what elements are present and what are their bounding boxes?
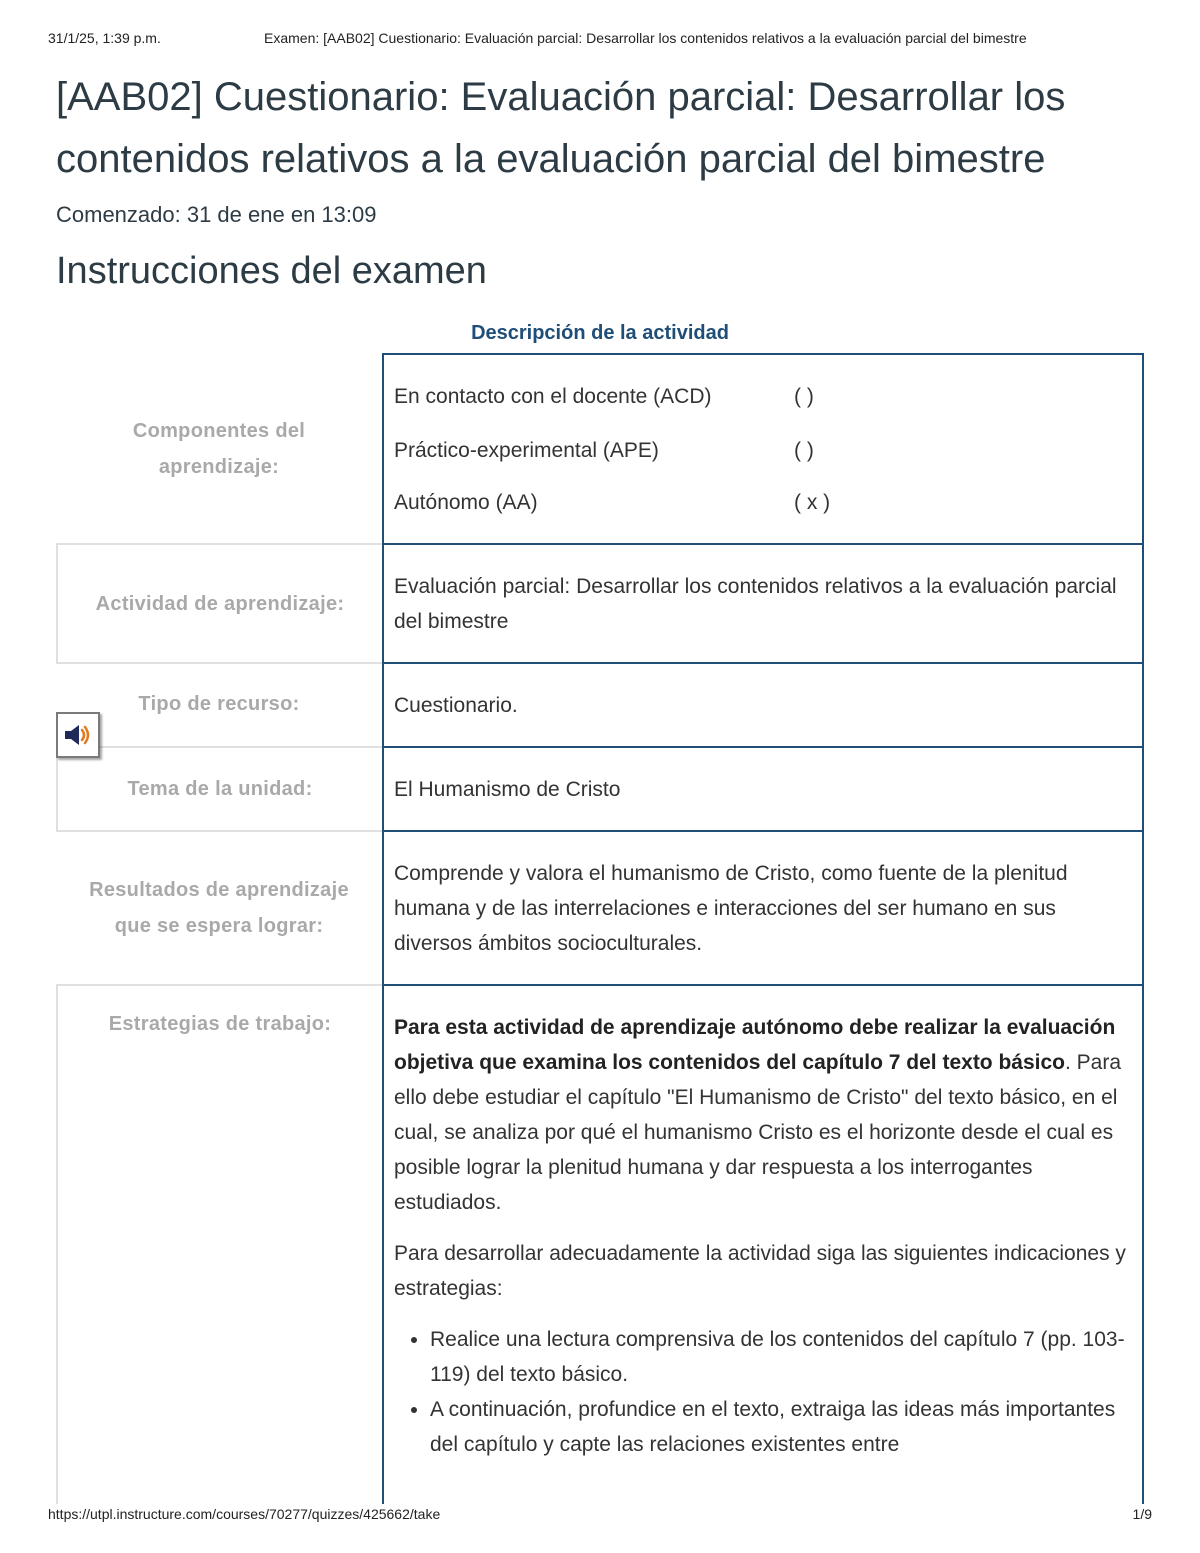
results-value (382, 830, 1144, 986)
component-ape-mark: ( ) (794, 439, 814, 462)
quiz-title-line1: [AAB02] Cuestionario: Evaluación parcial: Desarrollar los (56, 75, 1066, 119)
component-aa: Autónomo (AA) (394, 491, 538, 514)
component-acd: En contacto con el docente (ACD) (394, 385, 712, 408)
results-label (56, 830, 382, 986)
components-label-line2: aprendizaje: (158, 456, 280, 478)
audio-button[interactable] (56, 712, 100, 758)
strategies-paragraph-2: Para desarrollar adecuadamente la actividad siga las siguientes indicaciones y estrategias: (394, 1242, 1126, 1300)
results-label-line2: que se espera lograr: (114, 915, 324, 937)
components-label-line1: Componentes del (132, 420, 306, 442)
results-label-line1: Resultados de aprendizaje (89, 879, 349, 901)
activity-label: Actividad de aprendizaje: (56, 543, 382, 664)
row-activity (56, 543, 1144, 664)
quiz-title-line2: contenidos relativos a la evaluación parcial del bimestre (56, 137, 1046, 181)
results-value-text: Comprende y valora el humanismo de Cristo, como fuente de la plenitud humana y de las interrelaciones e interacciones del ser humano en sus diversos ámbitos socioculturales. (394, 861, 1068, 955)
strategies-value (382, 984, 1144, 1504)
print-url: https://utpl.instructure.com/courses/70277/quizzes/425662/take (48, 1506, 441, 1522)
description-heading: Descripción de la actividad (471, 322, 729, 344)
strategies-paragraph-1-rest: . Para ello debe estudiar el capítulo "El Humanismo de Cristo" del texto básico, en el cual, se analiza por qué el humanismo Cristo es el horizonte desde el cual es posible lograr la plenitud humana y dar respuesta a los interrogantes estudiados. (394, 1051, 1122, 1214)
topic-label: Tema de la unidad: (56, 746, 382, 832)
speaker-icon (62, 722, 94, 748)
strategies-paragraph-1 (394, 1010, 1132, 1220)
row-topic (56, 746, 1144, 832)
page-number: 1/9 (1132, 1506, 1152, 1522)
component-ape: Práctico-experimental (APE) (394, 439, 659, 462)
components-value (382, 353, 1144, 545)
print-date: 31/1/25, 1:39 p.m. (48, 30, 161, 46)
quiz-title (56, 66, 1156, 190)
strategies-list (394, 1322, 1132, 1462)
topic-value (382, 746, 1144, 832)
component-acd-mark: ( ) (794, 385, 814, 408)
activity-value-text: Evaluación parcial: Desarrollar los contenidos relativos a la evaluación parcial del bimestre (394, 574, 1117, 633)
strategies-label: Estrategias de trabajo: (56, 984, 382, 1504)
row-resource (56, 662, 1144, 748)
row-strategies (56, 984, 1144, 1504)
resource-value (382, 662, 1144, 748)
instructions-heading: Instrucciones del examen (56, 250, 487, 292)
print-header (48, 30, 1152, 50)
resource-label: Tipo de recurso: (138, 693, 300, 715)
row-components (56, 353, 1144, 545)
topic-value-text: El Humanismo de Cristo (394, 777, 621, 801)
row-results (56, 830, 1144, 986)
components-label (56, 353, 382, 545)
list-item: • Realice una lectura comprensiva de los contenidos del capítulo 7 (pp. 103-119) del texto básico. (430, 1322, 1132, 1392)
resource-value-text: Cuestionario. (394, 693, 518, 717)
activity-value (382, 543, 1144, 664)
print-doc-title: Examen: [AAB02] Cuestionario: Evaluación parcial: Desarrollar los contenidos relativos a la evaluación parcial del bimestre (264, 30, 1027, 46)
component-aa-mark: ( x ) (794, 491, 831, 514)
strategies-paragraph-1-bold: Para esta actividad de aprendizaje autónomo debe realizar la evaluación objetiva que examina los contenidos del capítulo 7 del texto básico (394, 1016, 1116, 1074)
started-timestamp: Comenzado: 31 de ene en 13:09 (56, 202, 377, 227)
list-item: • A continuación, profundice en el texto, extraiga las ideas más importantes del capítulo y capte las relaciones existentes entre (430, 1392, 1132, 1462)
